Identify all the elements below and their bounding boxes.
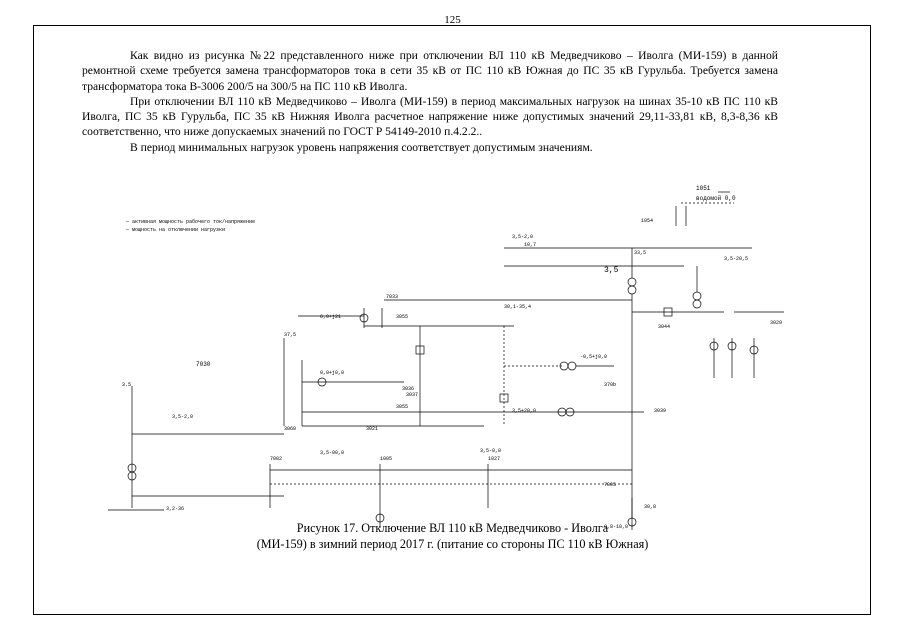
page-number: 125	[444, 14, 461, 26]
paragraph-1: Как видно из рисунка №22 представленного ниже при отключении ВЛ 110 кВ Медведчиково – Иволга (МИ-159) в данной ремонтной схеме требуется замена трансформаторов тока в сети 35 кВ от ПС 110 кВ Южная до ПС 35 кВ Гурульба. Требуется замена трансформатора тока В-3006 200/5 на 300/5 на ПС 110 кВ Иволга.	[82, 49, 778, 93]
label-n2: 10,7	[524, 242, 537, 248]
label-n8: 3036	[402, 386, 415, 392]
label-n10: 3039	[654, 408, 667, 414]
label-top-node-sub: водомой 0,0	[696, 195, 736, 202]
paragraph-2: При отключении ВЛ 110 кВ Медведчиково – Иволга (МИ-159) в период максимальных нагрузок на шинах 35-10 кВ ПС 110 кВ Иволга, ПС 35 кВ Гурульба, ПС 35 кВ Нижняя Иволга расчетное напряжение ниже допустимых значений 29,11-33,81 кВ, 8,3-8,36 кВ соответственно, что ниже допускаемых значений по ГОСТ Р 54149-2010 п.4.2.2..	[82, 94, 778, 139]
label-top-node: 1051	[696, 185, 711, 192]
label-n17: 1005	[380, 456, 393, 462]
label-n15: 3029	[770, 320, 783, 326]
label-n18: 1027	[488, 456, 501, 462]
label-n14: 3037	[406, 392, 419, 398]
label-n28: 30,1-35,4	[504, 304, 532, 310]
caption-line-1: Рисунок 17. Отключение ВЛ 110 кВ Медведчиково - Иволга	[296, 521, 609, 535]
label-n33: 3,5-0,0	[480, 448, 502, 454]
label-n12: 3021	[366, 426, 379, 432]
label-n32: -0,5+j0,0	[580, 354, 608, 360]
label-n35: 0,8-10,0	[604, 524, 629, 530]
label-n6: 7030	[196, 361, 211, 368]
label-n19: 7005	[604, 482, 617, 488]
label-n20: 30,8	[644, 504, 657, 510]
label-n25: 3,5-2,0	[512, 234, 534, 240]
label-n27: 3,5-20,5	[724, 256, 749, 262]
legend-line-2: — мощность на отключении нагрузки	[126, 227, 226, 233]
label-n30: 0,0+j0,0	[320, 370, 345, 376]
figure-caption	[0, 520, 905, 552]
label-n3: 3,5	[604, 266, 619, 275]
label-n23: 3.5	[122, 382, 132, 388]
label-n31: 3,5-2,0	[172, 414, 194, 420]
label-n29: 6,0+j21	[320, 314, 342, 320]
label-n7: 3055	[396, 314, 409, 320]
label-n9: 3044	[658, 324, 671, 330]
label-n4: 33,5	[634, 250, 647, 256]
paragraph-3: В период минимальных нагрузок уровень напряжения соответствует допустимым значениям.	[130, 140, 593, 154]
caption-line-2: (МИ-159) в зимний период 2017 г. (питание со стороны ПС 110 кВ Южная)	[256, 537, 649, 551]
label-n13: 3055	[396, 404, 409, 410]
label-n21: 37,5	[284, 332, 297, 338]
label-n22: 370b	[604, 382, 617, 388]
label-n34: 3,5-00,0	[320, 450, 345, 456]
label-n26: 3,5+20,0	[512, 408, 537, 414]
body-text	[82, 48, 778, 155]
label-n11: 3060	[284, 426, 297, 432]
legend-line-1: — активная мощность рабочего ток/напряжение	[126, 219, 256, 225]
label-n24: 3,2-36	[166, 506, 185, 512]
label-n16: 7002	[270, 456, 283, 462]
single-line-diagram	[84, 178, 844, 540]
label-n5: 7033	[386, 294, 399, 300]
label-n1: 1054	[641, 218, 654, 224]
